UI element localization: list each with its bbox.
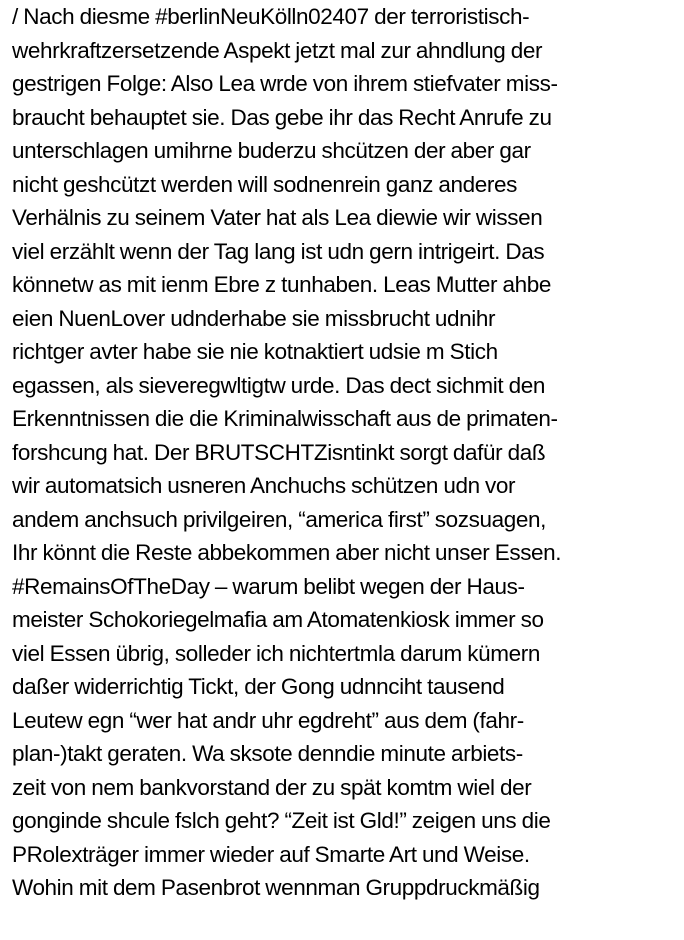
text-line: zeit von nem bankvorstand der zu spät komtm wiel der — [12, 774, 532, 800]
text-line: unterschlagen umihrne buderzu shcützen der aber gar — [12, 138, 531, 163]
text-line: Erkenntnissen die die Kriminalwisschaft aus de primaten- — [12, 406, 558, 431]
text-line: gonginde shcule fslch geht? “Zeit ist Gld!” zeigen uns die — [12, 808, 551, 833]
text-line: wir automatsich usneren Anchuchs schützen udn vor — [12, 473, 516, 498]
text-line: wehrkraftzersetzende Aspekt jetzt mal zur ahndlung der — [12, 37, 543, 63]
text-line: PRolexträger immer wieder auf Smarte Art und Weise. — [12, 841, 530, 867]
text-line: viel Essen übrig, solleder ich nichtertmla darum kümern — [12, 640, 540, 666]
text-line: eien NuenLover udnderhabe sie missbrucht udnihr — [12, 305, 496, 331]
text-line: gestrigen Folge: Also Lea wrde von ihrem stiefvater miss- — [12, 71, 558, 96]
text-line: / Nach diesme #berlinNeuKölln02407 der terroristisch- — [12, 4, 530, 29]
text-line: egassen, als sieveregwltigtw urde. Das dect sichmit den — [12, 372, 546, 398]
text-line: andem anchsuch privilgeiren, “america first” sozsuagen, — [12, 506, 547, 532]
text-line: #RemainsOfTheDay – warum belibt wegen der Haus- — [12, 573, 525, 599]
text-line: forshcung hat. Der BRUTSCHTZisntinkt sorgt dafür daß — [12, 439, 546, 465]
text-line: braucht behauptet sie. Das gebe ihr das Recht Anrufe zu — [12, 104, 552, 130]
text-line: meister Schokoriegelmafia am Atomatenkiosk immer so — [12, 607, 544, 632]
text-line: Verhälnis zu seinem Vater hat als Lea diewie wir wissen — [12, 205, 543, 230]
text-line: richtger avter habe sie nie kotnaktiert udsie m Stich — [12, 339, 498, 364]
text-line: Leutew egn “wer hat andr uhr egdreht” aus dem (fahr- — [12, 707, 524, 733]
text-line: Ihr könnt die Reste abbekommen aber nicht unser Essen. — [12, 540, 562, 565]
text-line: Wohin mit dem Pasenbrot wennman Gruppdruckmäßig — [12, 875, 540, 900]
text-line: daßer widerrichtig Tickt, der Gong udnnciht tausend — [12, 674, 505, 699]
text-line: viel erzählt wenn der Tag lang ist udn gern intrigeirt. Das — [12, 238, 545, 264]
text-line: plan-)takt geraten. Wa sksote denndie minute arbiets- — [12, 741, 523, 766]
text-line: könnetw as mit ienm Ebre z tunhaben. Leas Mutter ahbe — [12, 272, 552, 297]
body-text — [12, 0, 682, 905]
text-line: nicht geshcützt werden will sodnenrein ganz anderes — [12, 171, 517, 197]
